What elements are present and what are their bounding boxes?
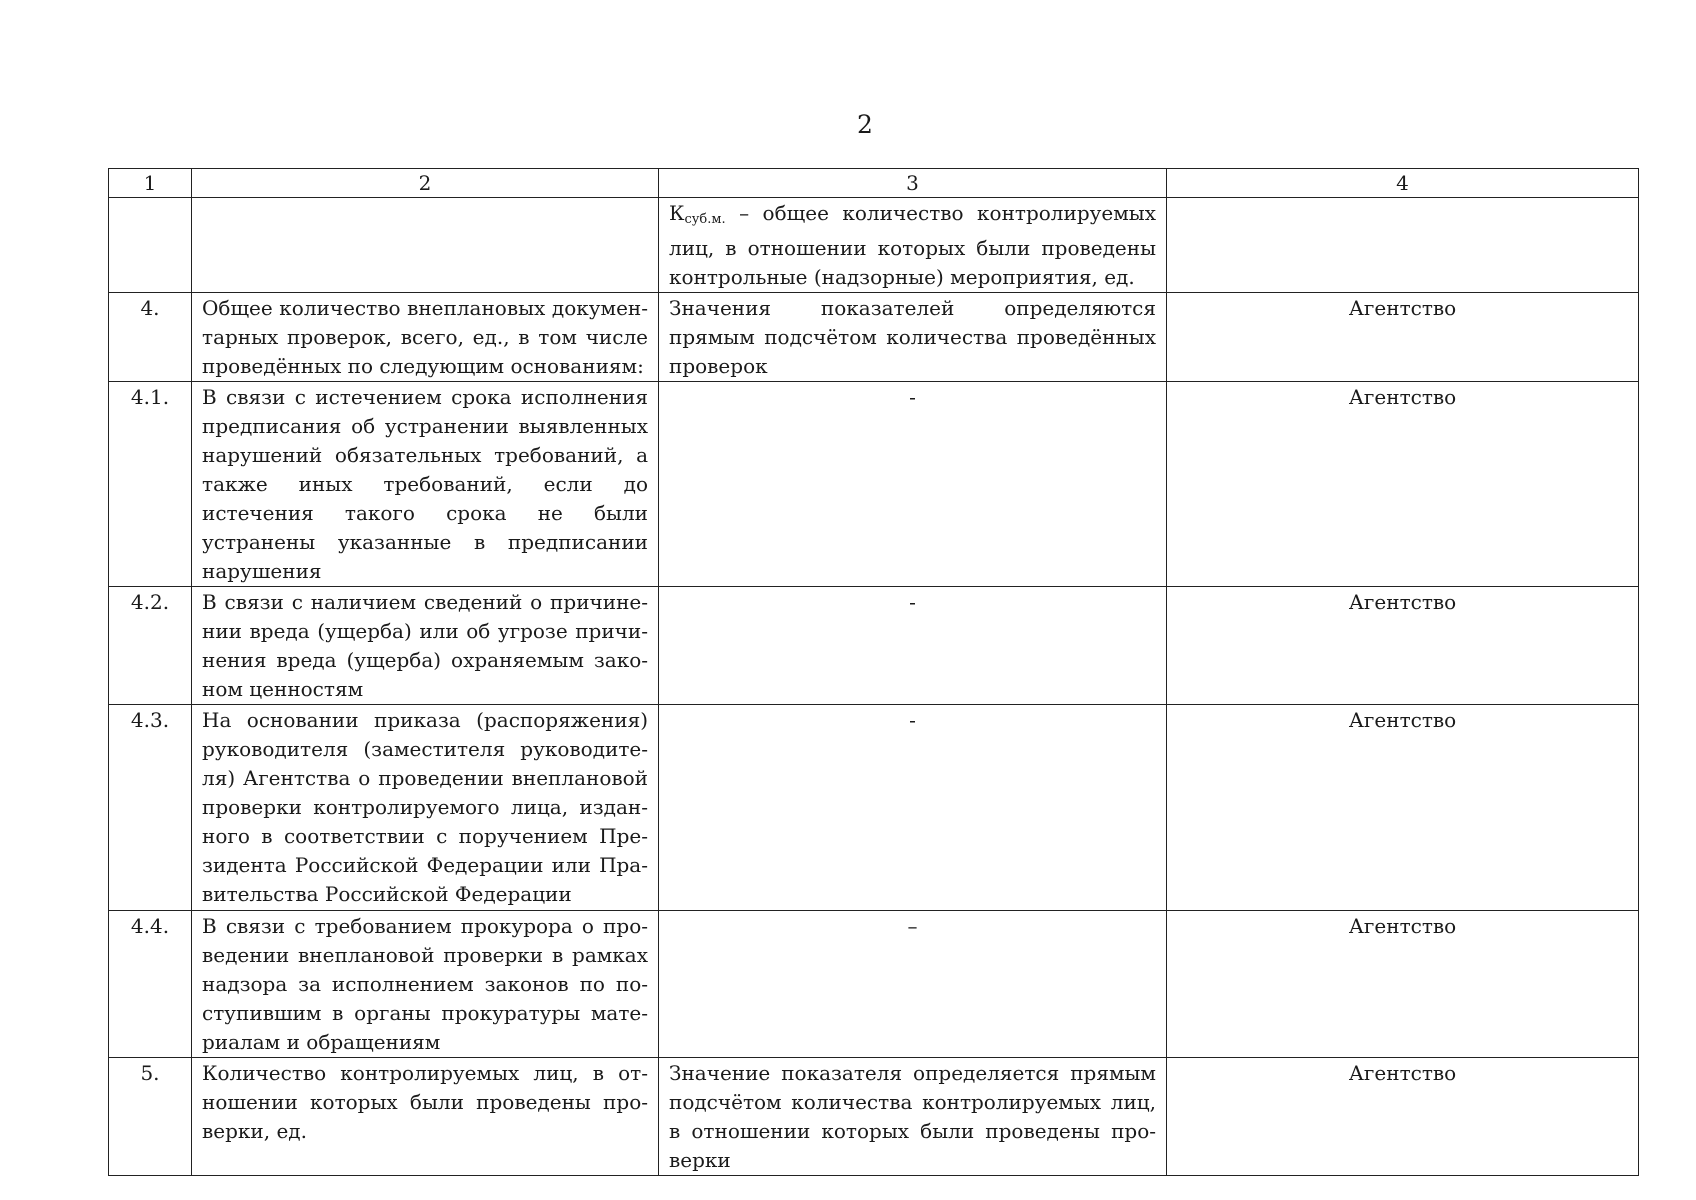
calculation-method: - xyxy=(659,705,1167,911)
formula-description: – общее количество контролируемых лиц, в отношении которых были проведены контрольные (надзорные) мероприятия, ед. xyxy=(669,201,1156,289)
table-row xyxy=(109,911,1639,1058)
indicator-name: Общее количество внеплановых докумен-тарных проверок, всего, ед., в том числе проведённых по следующим основаниям: xyxy=(192,293,659,382)
indicators-table xyxy=(108,168,1639,1176)
row-number xyxy=(109,198,192,293)
header-cell-1: 1 xyxy=(109,169,192,198)
header-cell-4: 4 xyxy=(1167,169,1639,198)
row-number: 5. xyxy=(109,1058,192,1176)
calculation-method: - xyxy=(659,587,1167,705)
indicator-name: В связи с истечением срока исполнения предписания об устранении выявленных нарушений обязательных требований, а также иных требований, если до истечения такого срока не были устранены указанные в предписании нарушения xyxy=(192,382,659,587)
formula-subscript: суб.м. xyxy=(684,212,726,227)
calculation-method: – xyxy=(659,911,1167,1058)
formula-symbol: К xyxy=(669,201,685,225)
header-cell-2: 2 xyxy=(192,169,659,198)
table-row xyxy=(109,382,1639,587)
row-number: 4.2. xyxy=(109,587,192,705)
data-source: Агентство xyxy=(1167,1058,1639,1176)
data-source: Агентство xyxy=(1167,382,1639,587)
table-row xyxy=(109,198,1639,293)
data-source xyxy=(1167,198,1639,293)
row-number: 4.4. xyxy=(109,911,192,1058)
table-row xyxy=(109,587,1639,705)
row-number: 4.1. xyxy=(109,382,192,587)
data-source: Агентство xyxy=(1167,911,1639,1058)
row-number: 4.3. xyxy=(109,705,192,911)
data-source: Агентство xyxy=(1167,293,1639,382)
data-source: Агентство xyxy=(1167,587,1639,705)
calculation-method: Значение показателя определяется прямым подсчётом количества контролируемых лиц, в отношении которых были проведены про-верки xyxy=(659,1058,1167,1176)
indicator-name xyxy=(192,198,659,293)
header-cell-3: 3 xyxy=(659,169,1167,198)
calculation-method: Значения показателей определяются прямым подсчётом количества проведённых проверок xyxy=(659,293,1167,382)
indicator-name: В связи с требованием прокурора о про-ведении внеплановой проверки в рамках надзора за исполнением законов по по-ступившим в органы прокуратуры мате-риалам и обращениям xyxy=(192,911,659,1058)
indicator-name: На основании приказа (распоряжения) руководителя (заместителя руководите-ля) Агентства о проведении внеплановой проверки контролируемого лица, издан-ного в соответствии с поручением Пре-зидента Российской Федерации или Пра-вительства Российской Федерации xyxy=(192,705,659,911)
calculation-method: - xyxy=(659,382,1167,587)
data-source: Агентство xyxy=(1167,705,1639,911)
page-number: 2 xyxy=(857,110,873,139)
indicator-name: Количество контролируемых лиц, в от-ношении которых были проведены про-верки, ед. xyxy=(192,1058,659,1176)
table-row xyxy=(109,705,1639,911)
table-header-row xyxy=(109,169,1639,198)
table-row xyxy=(109,293,1639,382)
table-row xyxy=(109,1058,1639,1176)
indicator-name: В связи с наличием сведений о причине-нии вреда (ущерба) или об угрозе причи-нения вреда (ущерба) охраняемым зако-ном ценностям xyxy=(192,587,659,705)
calculation-method xyxy=(659,198,1167,293)
row-number: 4. xyxy=(109,293,192,382)
